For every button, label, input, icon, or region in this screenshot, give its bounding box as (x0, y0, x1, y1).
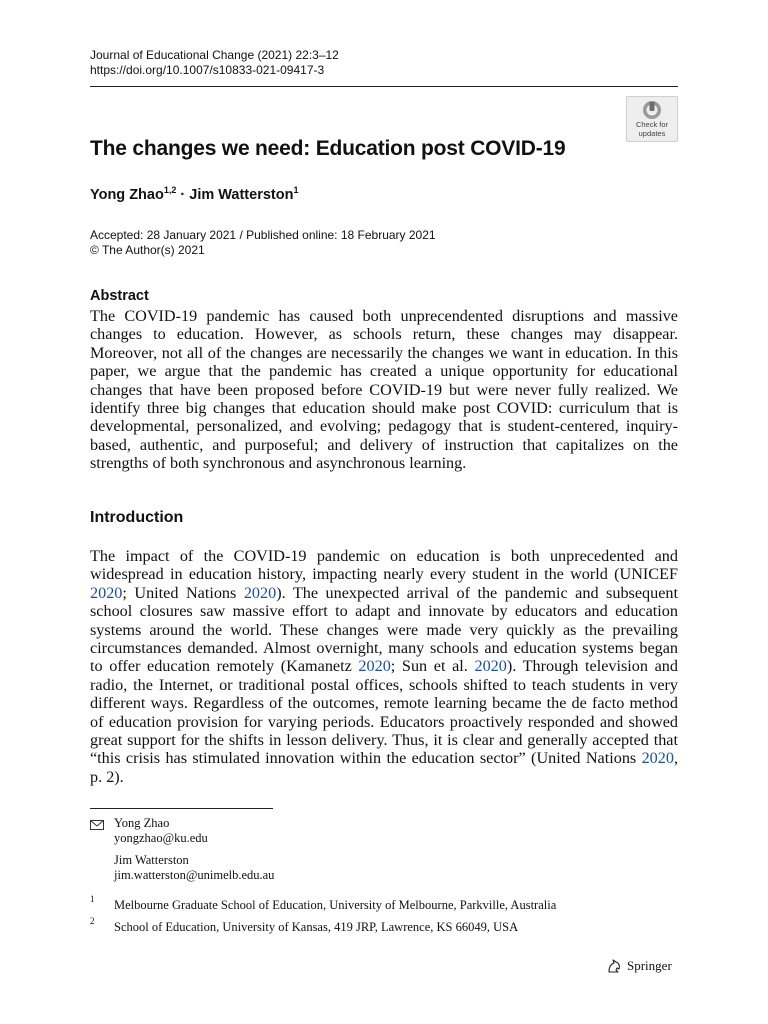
intro-text-segment: The impact of the COVID-19 pandemic on education is both unprecedented and widespread in education history, impacting nearly every student in the world (UNICEF (90, 547, 678, 584)
publication-dates (90, 228, 436, 258)
springer-horse-icon (606, 958, 622, 974)
citation-link[interactable]: 2020 (358, 657, 391, 676)
check-for-updates-badge[interactable] (626, 96, 678, 142)
affiliation-text: School of Education, University of Kansas, 419 JRP, Lawrence, KS 66049, USA (114, 920, 519, 934)
citation-link[interactable]: 2020 (90, 583, 123, 602)
correspondent-email[interactable]: yongzhao@ku.edu (114, 831, 208, 845)
publisher-name: Springer (627, 958, 672, 973)
correspondent-name: Yong Zhao (114, 816, 170, 830)
correspondent-name: Jim Watterston (114, 853, 189, 867)
accepted-published-line: Accepted: 28 January 2021 / Published online: 18 February 2021 (90, 228, 436, 242)
author-separator: · (176, 187, 190, 203)
affiliation-text: Melbourne Graduate School of Education, University of Melbourne, Parkville, Australia (114, 898, 557, 912)
badge-line-1: Check for (635, 120, 669, 129)
abstract-text: The COVID-19 pandemic has caused both unprecendented disruptions and massive changes to education. However, as schools return, these changes may disappear. Moreover, not all of the changes are necessarily the changes we want in education. In this paper, we argue that the pandemic has created a unique opportunity for educational changes that have been proposed before COVID-19 but were never fully realized. We identify three big changes that education should make post COVID: curriculum that is developmental, personalized, and evolving; pedagogy that is student-centered, inquiry-based, authentic, and purposeful; and delivery of instruction that capitalizes on the strengths of both synchronous and asynchronous learning. (90, 307, 678, 473)
citation-link[interactable]: 2020 (474, 657, 507, 676)
footnote-divider (90, 808, 273, 809)
doi-link[interactable]: https://doi.org/10.1007/s10833-021-09417-3 (90, 63, 325, 77)
intro-text-segment: ). Through television and radio, the Internet, or traditional postal offices, schools shifted to teach students in very different ways. Regardless of the outcomes, remote learning became the de facto method of education provision for varying periods. Educators proactively responded and showed great support for the shifts in lesson delivery. Thus, it is clear and generally accepted that “this crisis has stimulated innovation within the education sector” (United Nations (90, 657, 678, 768)
author-2[interactable]: Jim Watterston (189, 187, 294, 203)
abstract-heading: Abstract (90, 288, 149, 304)
paper-title: The changes we need: Education post COVID-19 (90, 137, 566, 160)
intro-text-segment: ; Sun et al. (390, 657, 475, 676)
affiliation-number: 2 (90, 916, 95, 926)
correspondent-email[interactable]: jim.watterston@unimelb.edu.au (114, 868, 275, 882)
citation-link[interactable]: 2020 (243, 583, 277, 602)
journal-header (90, 48, 339, 78)
publisher-logo (606, 958, 672, 974)
author-list (90, 185, 298, 203)
author-2-affiliation: 1 (293, 185, 299, 195)
badge-line-2: updates (638, 129, 666, 138)
corresponding-author-1 (114, 816, 208, 846)
intro-text-segment: ). The unexpected arrival of the pandemic and subsequent school closures saw massive effort to adapt and innovate by educators and education systems around the world. These changes were made very quickly as the prevailing circumstances demanded. Almost overnight, many schools and education systems began to offer education remotely (Kamanetz (90, 583, 678, 676)
envelope-icon (90, 820, 104, 830)
affiliation-number: 1 (90, 894, 95, 904)
introduction-paragraph (90, 547, 678, 786)
author-1-affiliation: 1,2 (163, 185, 177, 195)
journal-citation: Journal of Educational Change (2021) 22:3–12 (90, 48, 339, 62)
intro-text-segment: ; United Nations (122, 583, 244, 602)
citation-link[interactable]: 2020 (641, 749, 674, 768)
header-divider (90, 86, 678, 87)
introduction-heading: Introduction (90, 509, 184, 526)
intro-text-segment: , p. 2). (90, 749, 678, 786)
check-for-updates-icon (641, 100, 663, 120)
corresponding-author-2 (114, 853, 274, 883)
author-1[interactable]: Yong Zhao (90, 187, 164, 203)
copyright-line: © The Author(s) 2021 (90, 243, 205, 257)
